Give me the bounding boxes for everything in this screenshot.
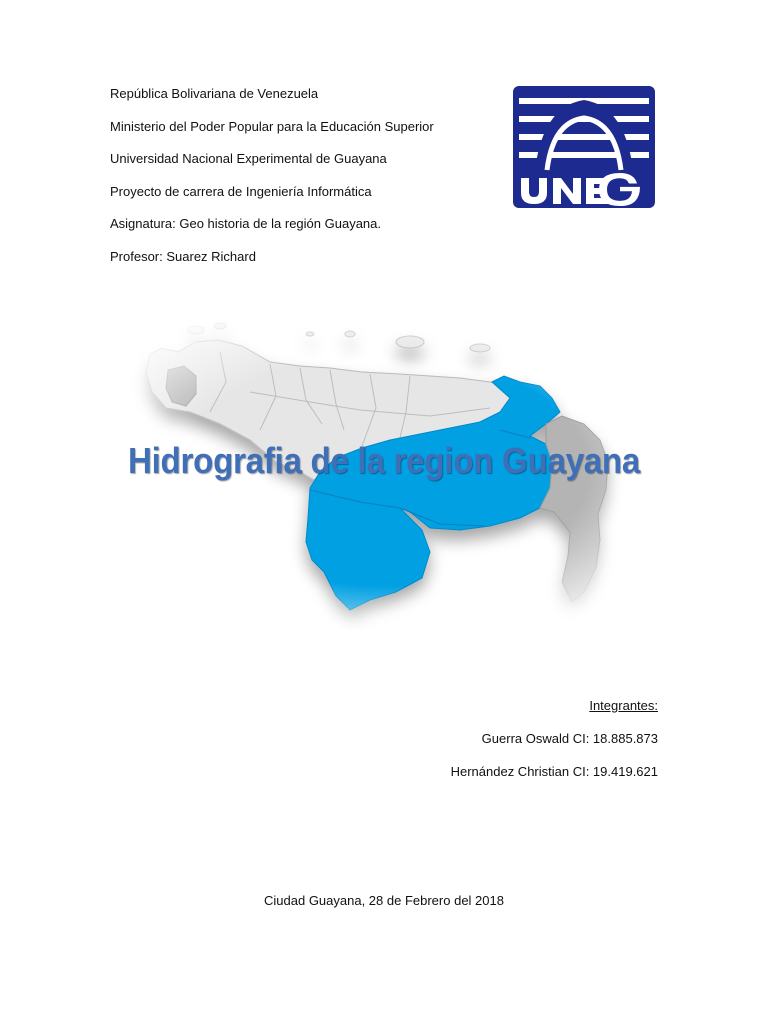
country-line: República Bolivariana de Venezuela xyxy=(110,86,319,101)
ministry-line: Ministerio del Poder Popular para la Educación Superior xyxy=(110,118,434,134)
members-heading: Integrantes: xyxy=(589,698,658,713)
career-line: Proyecto de carrera de Ingeniería Informática xyxy=(110,183,372,199)
university-line: Universidad Nacional Experimental de Guayana xyxy=(110,151,387,166)
uneg-logo xyxy=(513,86,655,208)
place-date: Ciudad Guayana, 28 de Febrero del 2018 xyxy=(264,893,504,908)
professor-line: Profesor: Suarez Richard xyxy=(110,248,256,264)
institution-header xyxy=(110,86,510,281)
cover-title: Hidrografia de la region Guayana xyxy=(127,440,641,481)
subject-line: Asignatura: Geo historia de la región Guayana. xyxy=(110,216,382,231)
cover-image xyxy=(100,312,668,630)
members-section xyxy=(451,698,658,797)
member-item: Guerra Oswald CI: 18.885.873 xyxy=(481,731,658,746)
member-item: Hernández Christian CI: 19.419.621 xyxy=(450,764,658,779)
